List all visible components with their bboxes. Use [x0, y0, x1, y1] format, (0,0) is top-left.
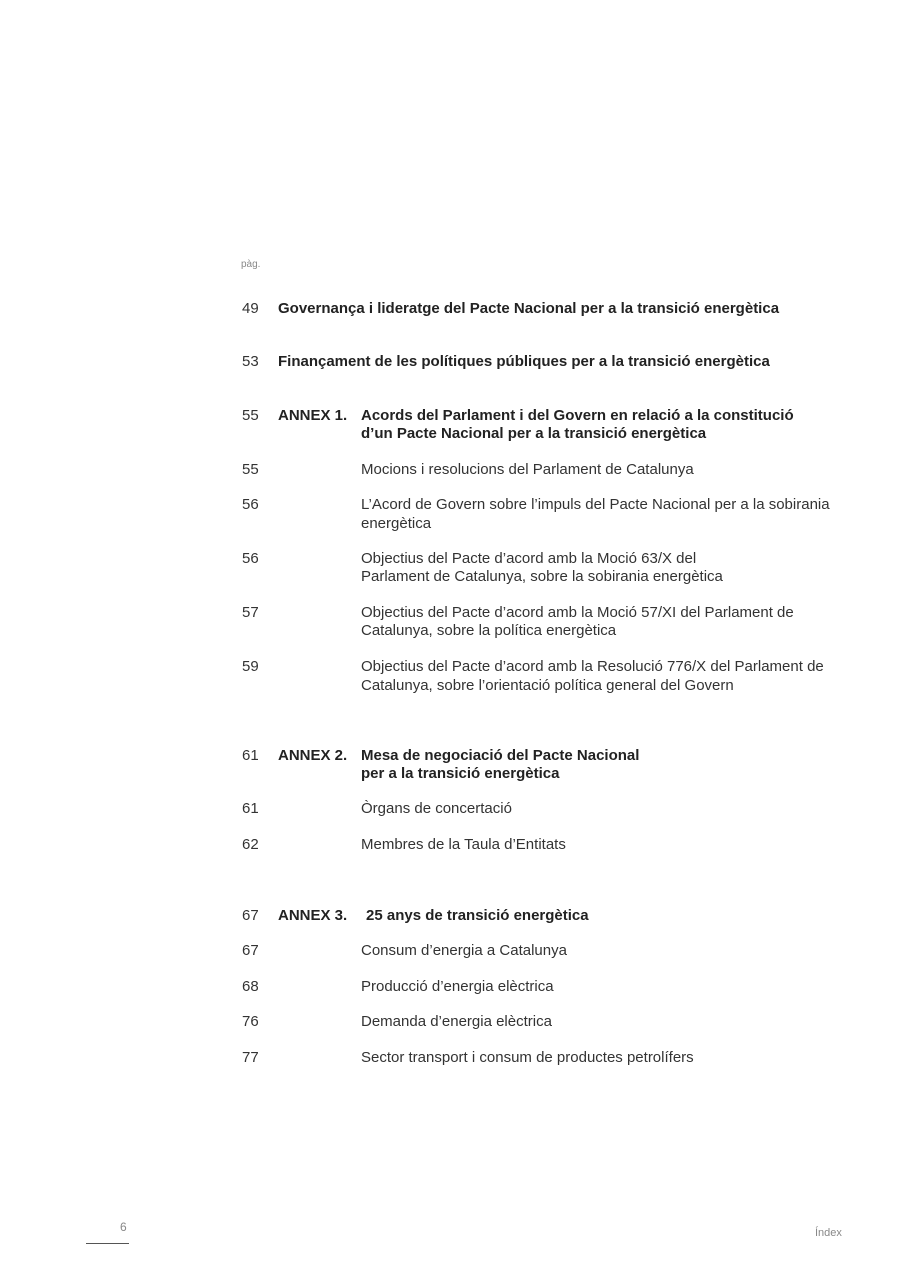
- page-number: 59: [242, 658, 259, 675]
- annex-label: ANNEX 2.: [278, 747, 348, 764]
- page-number: 55: [242, 407, 259, 424]
- page-number: 61: [242, 800, 259, 817]
- subentry-title-line2: Catalunya, sobre l’orientació política general del Govern: [361, 677, 734, 694]
- subentry-title: Mocions i resolucions del Parlament de Catalunya: [361, 461, 694, 478]
- annex-label: ANNEX 1.: [278, 407, 348, 424]
- subentry-title: Consum d’energia a Catalunya: [361, 942, 567, 959]
- annex-title-line1: Acords del Parlament i del Govern en relació a la constitució: [361, 407, 794, 424]
- page-number: 67: [242, 907, 259, 924]
- subentry-title-line2: Parlament de Catalunya, sobre la sobirania energètica: [361, 568, 723, 585]
- entry-title: Governança i lideratge del Pacte Nacional per a la transició energètica: [278, 300, 780, 317]
- entry-title: Finançament de les polítiques públiques per a la transició energètica: [278, 353, 770, 370]
- subentry-title: Membres de la Taula d’Entitats: [361, 836, 566, 853]
- page-number: 62: [242, 836, 259, 853]
- subentry-title: Sector transport i consum de productes petrolífers: [361, 1049, 694, 1066]
- page-number: 77: [242, 1049, 259, 1066]
- subentry-title-line1: Objectius del Pacte d’acord amb la Moció 57/XI del Parlament de: [361, 604, 794, 621]
- annex-title-line1: Mesa de negociació del Pacte Nacional: [361, 747, 640, 764]
- page-number: 67: [242, 942, 259, 959]
- page-number: 56: [242, 550, 259, 567]
- subentry-title-line1: L’Acord de Govern sobre l’impuls del Pacte Nacional per a la sobirania: [361, 496, 830, 513]
- subentry-title-line1: Objectius del Pacte d’acord amb la Moció 63/X del: [361, 550, 697, 567]
- annex-label: ANNEX 3.: [278, 907, 348, 924]
- annex-title: 25 anys de transició energètica: [366, 907, 589, 924]
- page-number: 53: [242, 353, 259, 370]
- page-label: pàg.: [241, 259, 261, 270]
- page-number: 57: [242, 604, 259, 621]
- page-number: 56: [242, 496, 259, 513]
- subentry-title-line1: Objectius del Pacte d’acord amb la Resolució 776/X del Parlament de: [361, 658, 824, 675]
- page-number: 49: [242, 300, 259, 317]
- page-number: 76: [242, 1013, 259, 1030]
- subentry-title: Òrgans de concertació: [361, 800, 512, 817]
- footer-divider: [86, 1243, 129, 1244]
- subentry-title-line2: energètica: [361, 515, 432, 532]
- subentry-title: Producció d’energia elèctrica: [361, 978, 554, 995]
- page-number: 55: [242, 461, 259, 478]
- subentry-title-line2: Catalunya, sobre la política energètica: [361, 622, 617, 639]
- page-number: 68: [242, 978, 259, 995]
- subentry-title: Demanda d’energia elèctrica: [361, 1013, 552, 1030]
- annex-title-line2: per a la transició energètica: [361, 765, 560, 782]
- footer-page-number: 6: [120, 1220, 127, 1234]
- footer-index-link[interactable]: Índex: [815, 1227, 842, 1239]
- page-number: 61: [242, 747, 259, 764]
- annex-title-line2: d’un Pacte Nacional per a la transició energètica: [361, 425, 707, 442]
